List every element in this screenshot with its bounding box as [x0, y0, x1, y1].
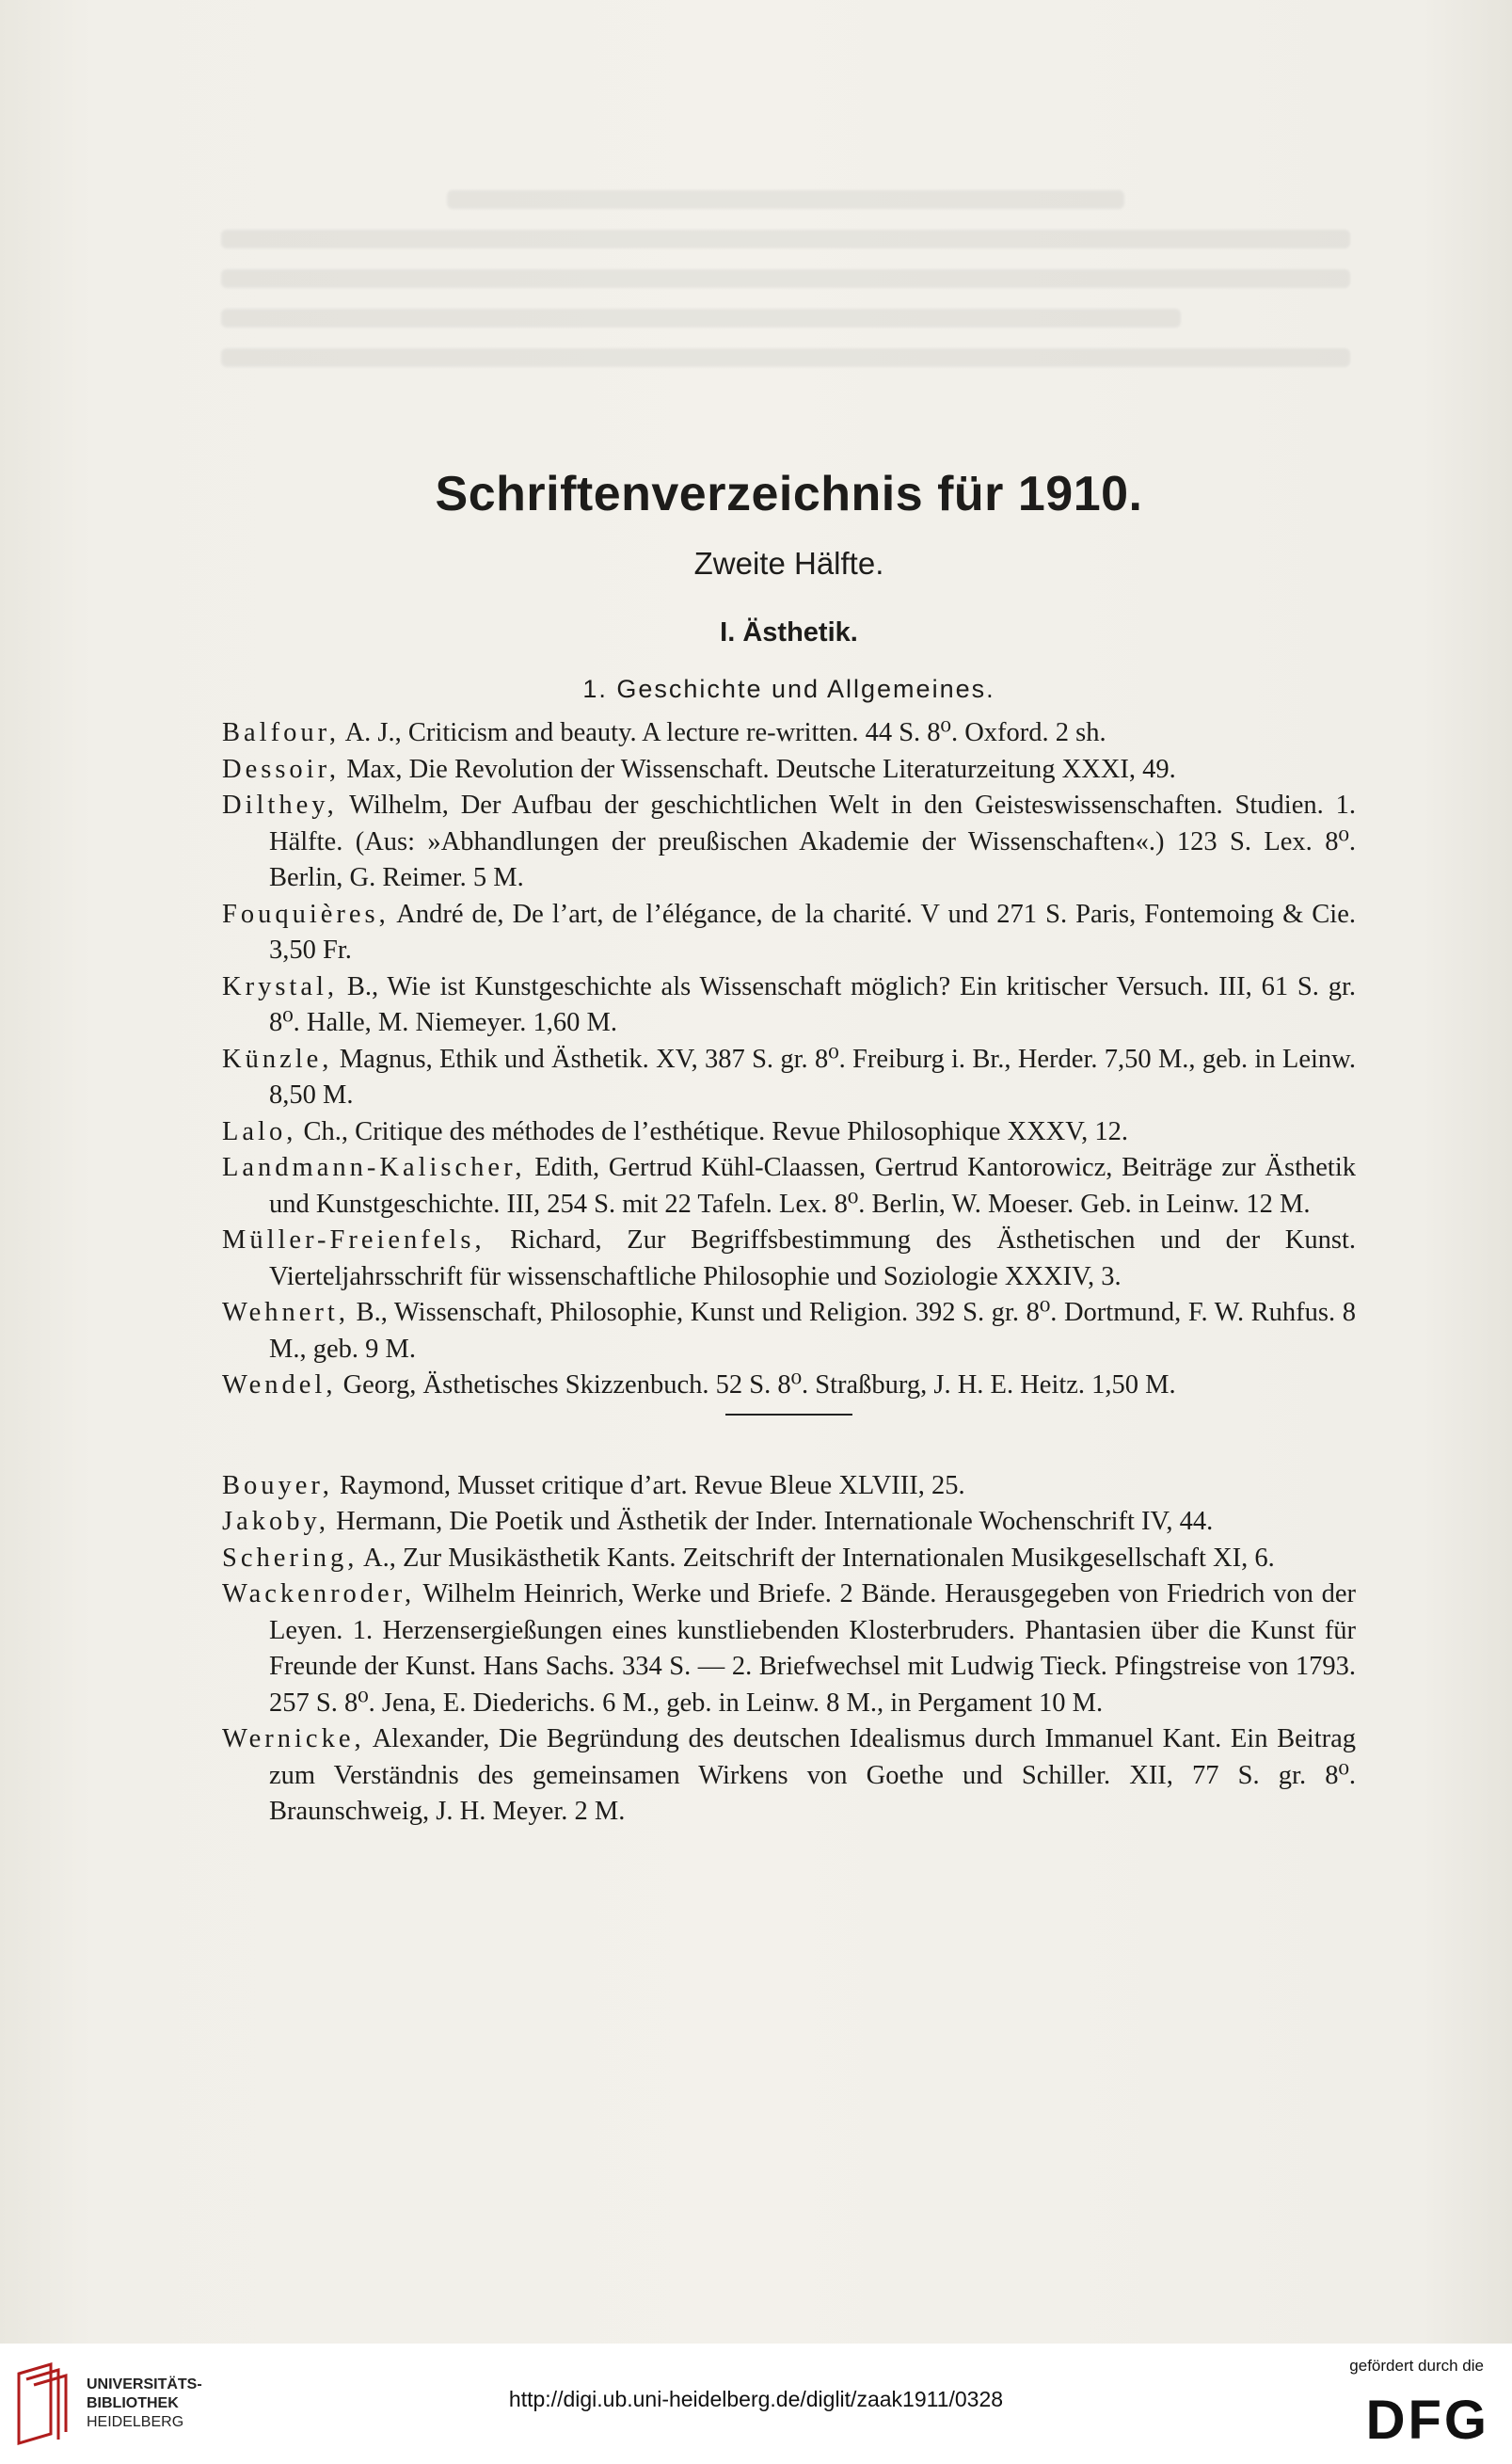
entry-details: Georg, Ästhetisches Skizzenbuch. 52 S. 8⁰. Straßburg, J. H. E. Heitz. 1,50 M. [336, 1370, 1176, 1400]
bibliography-entry [222, 1295, 1356, 1368]
separator-rule [725, 1414, 852, 1416]
bibliography-entry [222, 1468, 1356, 1505]
entry-details: Wilhelm Heinrich, Werke und Briefe. 2 Bände. Herausgegeben von Friedrich von der Leyen. 1. Herzensergießungen eines kunstliebenden Klosterbruders. Phantasien über die Kunst für Freunde der Kunst. Hans Sachs. 334 S. — 2. Briefwechsel mit Ludwig Tieck. Pfingstreise von 1793. 257 S. 8⁰. Jena, E. Diederichs. 6 M., geb. in Leinw. 8 M., in Pergament 10 M. [269, 1579, 1356, 1718]
entry-author: Künzle, [222, 1044, 333, 1074]
page-subtitle: Zweite Hälfte. [693, 546, 884, 581]
bibliography-entry [222, 897, 1356, 969]
entry-author: Dessoir, [222, 754, 341, 784]
entry-author: Balfour, [222, 718, 341, 747]
funding-note: gefördert durch die [1349, 2357, 1484, 2375]
page-content [222, 452, 1356, 1831]
entry-author: Landmann-Kalischer, [222, 1153, 526, 1182]
library-name: UNIVERSITÄTS- BIBLIOTHEK HEIDELBERG [87, 2376, 202, 2430]
entry-author: Dilthey, [222, 791, 338, 820]
entry-author: Schering, [222, 1543, 358, 1573]
entry-author: Fouquières, [222, 899, 390, 929]
digitization-footer [0, 2344, 1512, 2464]
bibliography-entry [222, 1576, 1356, 1721]
bibliography-entry [222, 1368, 1356, 1404]
entry-details: Magnus, Ethik und Ästhetik. XV, 387 S. gr. 8⁰. Freiburg i. Br., Herder. 7,50 M., geb. in Leinw. 8,50 M. [269, 1044, 1356, 1110]
bibliography-entry [222, 1541, 1356, 1577]
entry-author: Lalo, [222, 1116, 297, 1146]
entry-details: André de, De l’art, de l’élégance, de la charité. V und 271 S. Paris, Fontemoing & Cie. 3,50 Fr. [269, 899, 1356, 965]
entry-author: Wendel, [222, 1370, 337, 1400]
bibliography-entry [222, 1721, 1356, 1831]
entry-details: Max, Die Revolution der Wissenschaft. Deutsche Literaturzeitung XXXI, 49. [340, 754, 1176, 784]
source-url-link[interactable]: http://digi.ub.uni-heidelberg.de/diglit/zaak1911/0328 [508, 2387, 1004, 2411]
bibliography-entry [222, 752, 1356, 789]
entry-details: A. J., Criticism and beauty. A lecture re-written. 44 S. 8⁰. Oxford. 2 sh. [340, 718, 1106, 747]
page-title: Schriftenverzeichnis für 1910. [435, 467, 1143, 521]
entry-details: Edith, Gertrud Kühl-Claassen, Gertrud Kantorowicz, Beiträge zur Ästhetik und Kunstgeschichte. III, 254 S. mit 22 Tafeln. Lex. 8⁰. Berlin, W. Moeser. Geb. in Leinw. 12 M. [269, 1153, 1356, 1219]
entry-author: Wehnert, [222, 1298, 349, 1327]
bibliography-entry [222, 969, 1356, 1042]
bleed-through-text [221, 169, 1350, 452]
entry-author: Wernicke, [222, 1724, 365, 1753]
entry-details: Alexander, Die Begründung des deutschen Idealismus durch Immanuel Kant. Ein Beitrag zum Verständnis des gemeinsamen Wirkens von Goethe und Schiller. XII, 77 S. gr. 8⁰. Braunschweig, J. H. Meyer. 2 M. [269, 1724, 1356, 1826]
entry-details: B., Wissenschaft, Philosophie, Kunst und Religion. 392 S. gr. 8⁰. Dortmund, F. W. Ruhfus. 8 M., geb. 9 M. [269, 1298, 1356, 1364]
entry-details: Richard, Zur Begriffsbestimmung des Ästhetischen und der Kunst. Vierteljahrsschrift für wissenschaftliche Philosophie und Soziologie XXXIV, 3. [269, 1225, 1356, 1291]
entry-author: Bouyer, [222, 1470, 333, 1500]
subsection-heading: 1. Geschichte und Allgemeines. [582, 675, 995, 703]
entry-author: Jakoby, [222, 1507, 330, 1536]
bibliography-entry [222, 1150, 1356, 1223]
entry-details: B., Wie ist Kunstgeschichte als Wissenschaft möglich? Ein kritischer Versuch. III, 61 S. gr. 8⁰. Halle, M. Niemeyer. 1,60 M. [269, 971, 1356, 1037]
entry-details: Hermann, Die Poetik und Ästhetik der Inder. Internationale Wochenschrift IV, 44. [329, 1507, 1214, 1536]
entry-details: Ch., Critique des méthodes de l’esthétique. Revue Philosophique XXXV, 12. [296, 1116, 1129, 1146]
dfg-logo: DFG [1365, 2390, 1489, 2451]
bibliography-entry [222, 788, 1356, 897]
bibliography-entry [222, 1042, 1356, 1114]
bibliography-entry [222, 715, 1356, 752]
section-heading: I. Ästhetik. [720, 617, 858, 648]
bibliography-entry [222, 1504, 1356, 1541]
entry-details: Wilhelm, Der Aufbau der geschichtlichen Welt in den Geisteswissenschaften. Studien. 1. Hälfte. (Aus: »Abhandlungen der preußischen Akademie der Wissenschaften«.) 123 S. Lex. 8⁰. Berlin, G. Reimer. 5 M. [269, 791, 1356, 892]
bibliography-list-secondary [222, 1468, 1356, 1831]
bibliography-entry [222, 1114, 1356, 1151]
bibliography-list-primary [222, 715, 1356, 1404]
entry-details: A., Zur Musikästhetik Kants. Zeitschrift der Internationalen Musikgesellschaft XI, 6. [358, 1543, 1275, 1573]
entry-details: Raymond, Musset critique d’art. Revue Bleue XLVIII, 25. [332, 1470, 965, 1500]
bibliography-entry [222, 1223, 1356, 1295]
entry-author: Wackenroder, [222, 1579, 416, 1608]
entry-author: Müller-Freienfels, [222, 1225, 485, 1255]
entry-author: Krystal, [222, 971, 339, 1001]
